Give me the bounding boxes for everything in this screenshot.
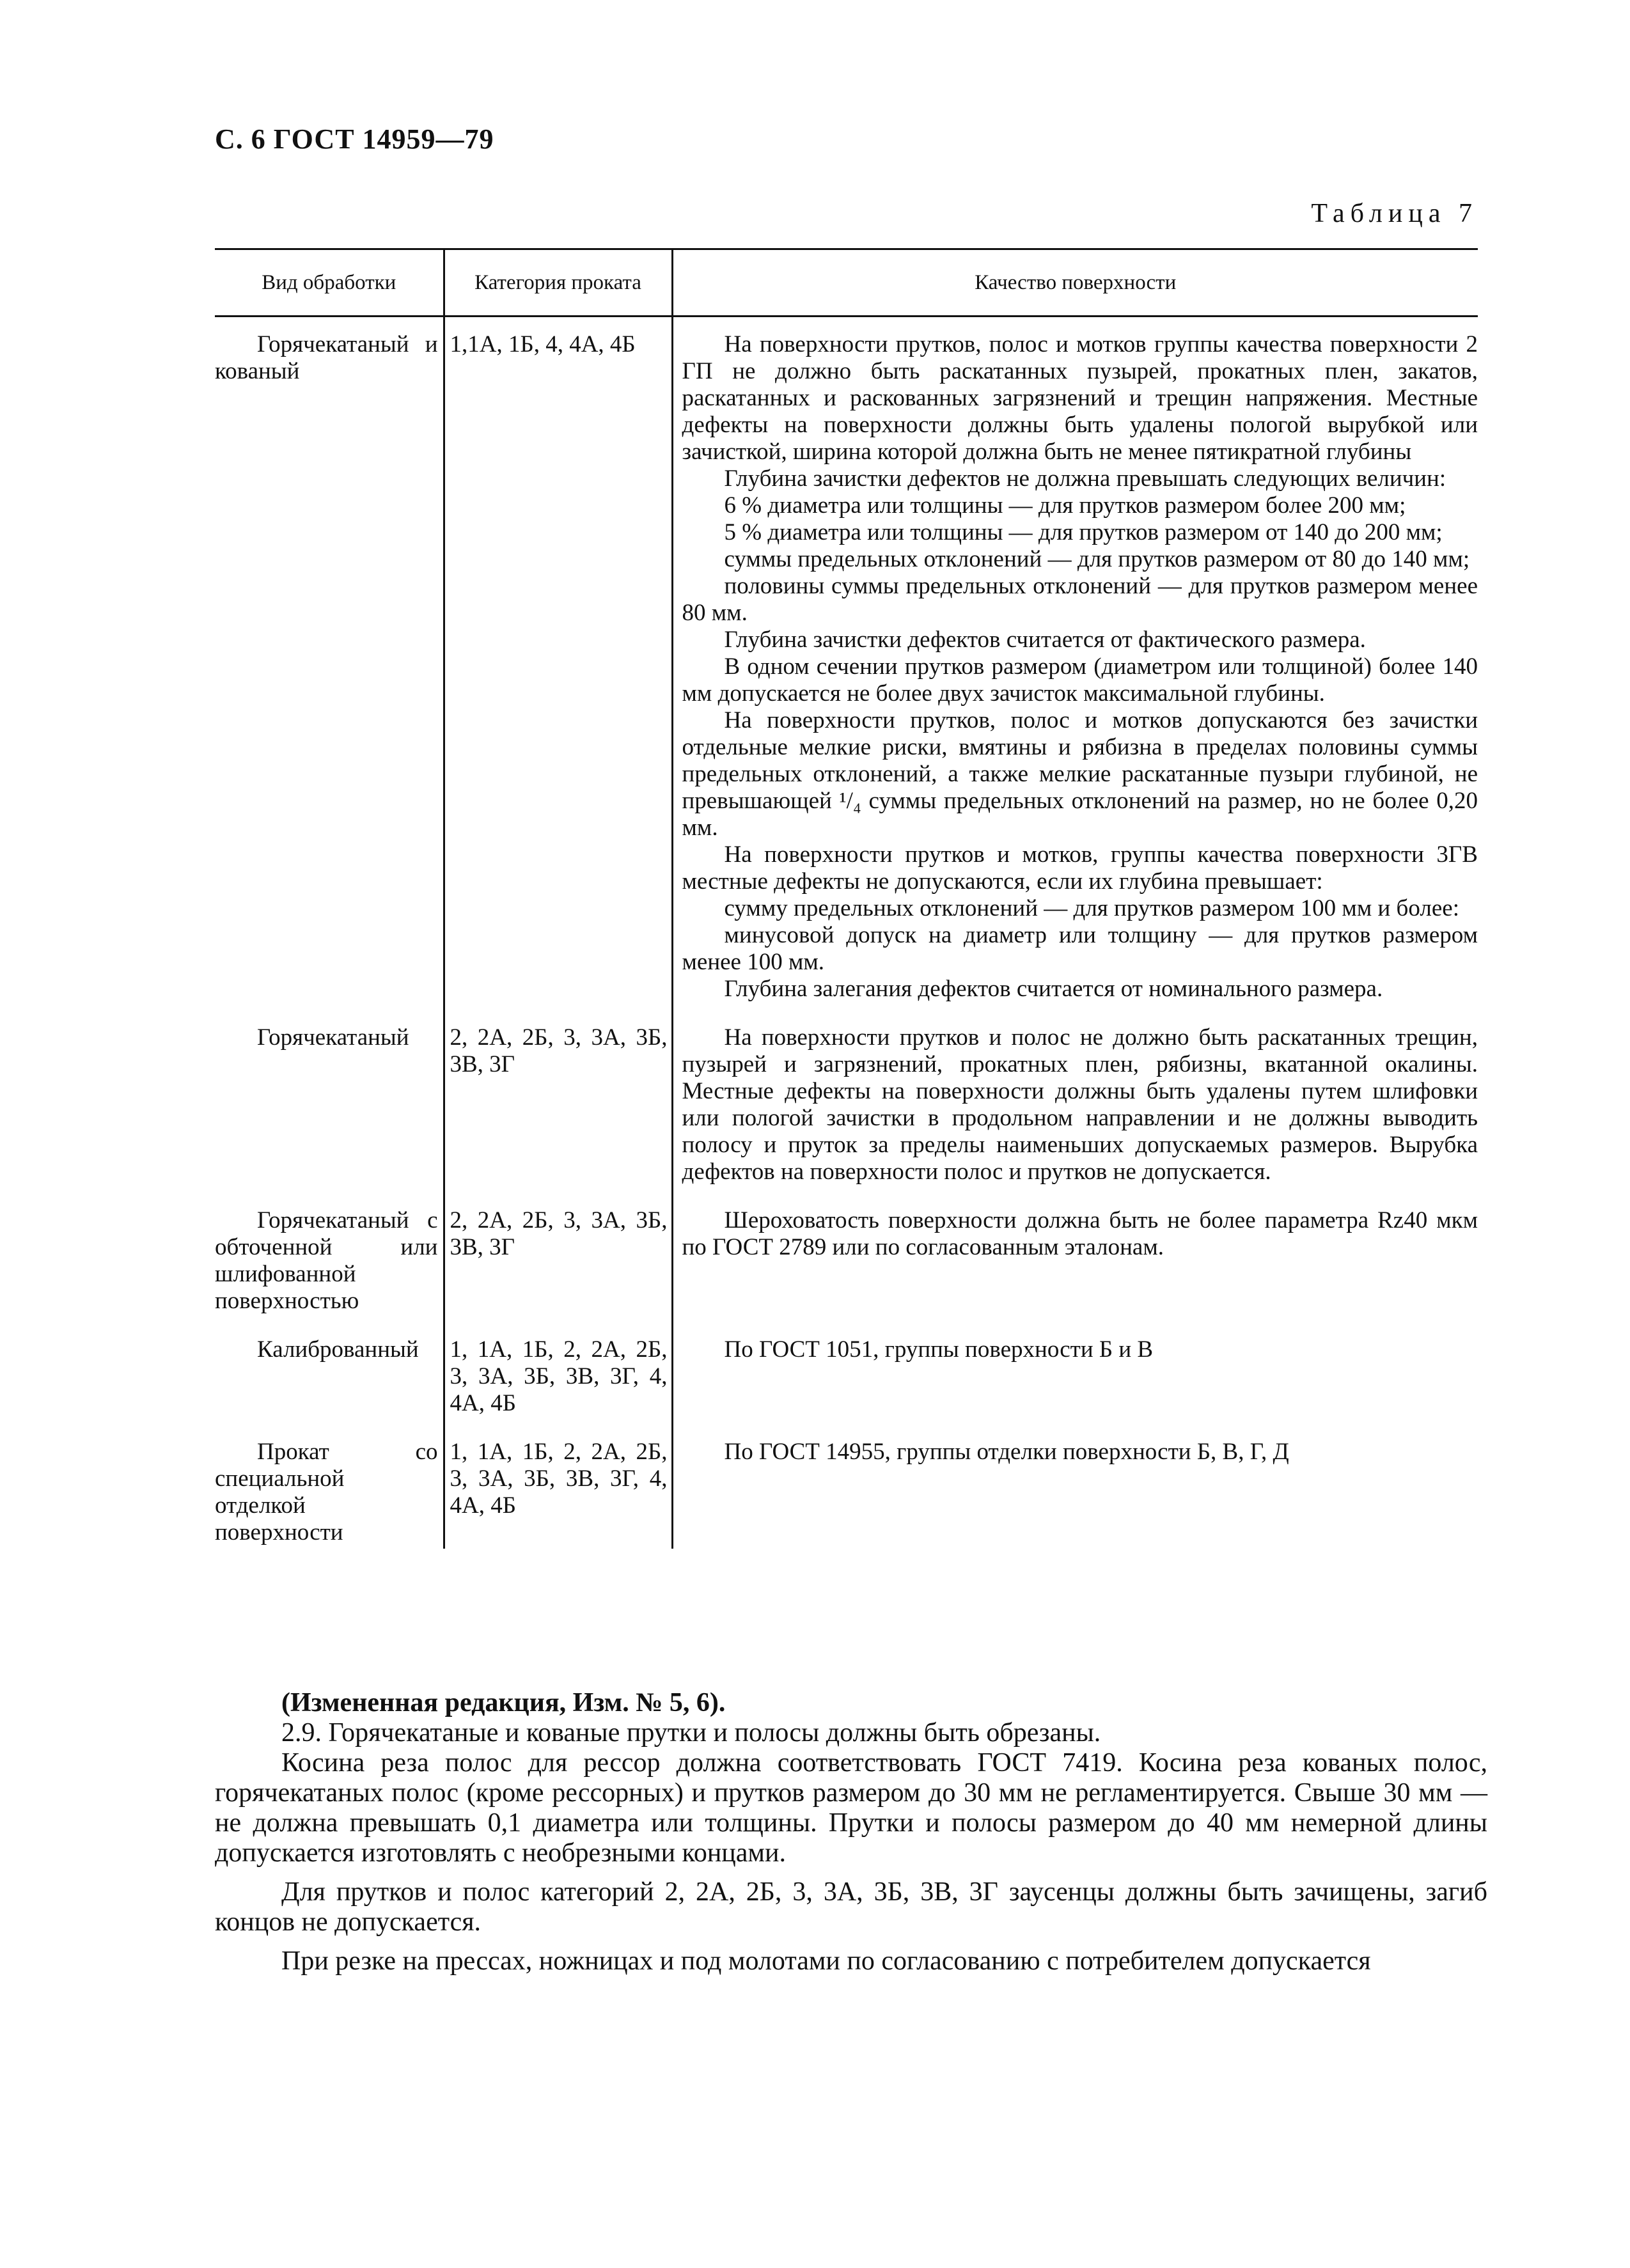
table-row bbox=[215, 1207, 1478, 1336]
paragraph: 2.9. Горячекатаные и кованые прутки и полосы должны быть обрезаны. bbox=[281, 1718, 1101, 1748]
quality-paragraph: Глубина зачистки дефектов не должна превышать следующих величин: bbox=[724, 465, 1446, 492]
amendment-note: (Измененная редакция, Изм. № 5, 6). bbox=[281, 1688, 726, 1717]
table-caption: Таблица 7 bbox=[1311, 199, 1478, 228]
table-header-row bbox=[215, 249, 1478, 317]
quality-paragraph: 5 % диаметра или толщины — для прутков размером от 140 до 200 мм; bbox=[724, 519, 1443, 545]
paragraph: При резке на прессах, ножницах и под молотами по согласованию с потребителем допускается bbox=[281, 1946, 1371, 1976]
quality-paragraph: минусовой допуск на диаметр или толщину — для прутков размером менее 100 мм. bbox=[682, 922, 1478, 975]
quality-paragraph: На поверхности прутков и мотков, группы качества поверхности 3ГВ местные дефекты не допускаются, если их глубина превышает: bbox=[682, 841, 1478, 895]
processing-type-cell: Горячекатаный с обточенной или шлифованной поверхностью bbox=[215, 1207, 438, 1314]
quality-paragraph: Шероховатость поверхности должна быть не более параметра Rz40 мкм по ГОСТ 2789 или по согласованным эталонам. bbox=[682, 1207, 1478, 1260]
processing-type-cell: Калиброванный bbox=[257, 1336, 419, 1363]
surface-quality-cell bbox=[672, 1207, 1478, 1336]
processing-type-cell: Горячекатаный и кованый bbox=[215, 331, 438, 384]
quality-paragraph: В одном сечении прутков размером (диаметром или толщиной) более 140 мм допускается не более двух зачисток максимальной глубины. bbox=[682, 653, 1478, 707]
table-row bbox=[215, 1336, 1478, 1439]
quality-paragraph: По ГОСТ 14955, группы отделки поверхности Б, В, Г, Д bbox=[724, 1439, 1289, 1465]
table-row bbox=[215, 1439, 1478, 1549]
category-cell: 1,1А, 1Б, 4, 4А, 4Б bbox=[444, 317, 672, 1025]
surface-quality-cell bbox=[672, 1024, 1478, 1207]
surface-quality-cell bbox=[672, 1336, 1478, 1439]
surface-quality-cell bbox=[672, 1439, 1478, 1549]
processing-type-cell: Прокат со специальной отделкой поверхности bbox=[215, 1439, 438, 1545]
paragraph: Для прутков и полос категорий 2, 2А, 2Б, 3, 3А, 3Б, 3В, 3Г заусенцы должны быть зачищены, загиб концов не допускается. bbox=[215, 1877, 1487, 1937]
quality-paragraph: суммы предельных отклонений — для прутков размером от 80 до 140 мм; bbox=[724, 546, 1470, 572]
quality-paragraph: Глубина зачистки дефектов считается от фактического размера. bbox=[724, 627, 1366, 653]
quality-paragraph: По ГОСТ 1051, группы поверхности Б и В bbox=[724, 1336, 1154, 1363]
body-text bbox=[215, 1688, 1487, 1976]
quality-paragraph: На поверхности прутков и полос не должно быть раскатанных трещин, пузырей и загрязнений, прокатных плен, рябизны, вкатанной окалины. Местные дефекты на поверхности должны быть удалены путем шлифовки или пологой зачистки в продольном направлении и не должны выводить полосу и пруток за пределы наименьших допускаемых размеров. Вырубка дефектов на поверхности полос и прутков не допускается. bbox=[682, 1024, 1478, 1185]
quality-paragraph: 6 % диаметра или толщины — для прутков размером более 200 мм; bbox=[724, 492, 1406, 519]
table-row bbox=[215, 317, 1478, 1025]
paragraph: Косина реза полос для рессор должна соответствовать ГОСТ 7419. Косина реза кованых полос, горячекатаных полос (кроме рессорных) и прутков размером до 30 мм не регламентируется. Свыше 30 мм — не должна превышать 0,1 диаметра или толщины. Прутки и полосы размером до 40 мм немерной длины допускается изготовлять с необрезными концами. bbox=[215, 1748, 1487, 1868]
quality-paragraph: сумму предельных отклонений — для прутков размером 100 мм и более: bbox=[724, 895, 1459, 921]
category-cell: 2, 2А, 2Б, 3, 3А, 3Б, 3В, 3Г bbox=[444, 1207, 672, 1336]
category-cell: 2, 2А, 2Б, 3, 3А, 3Б, 3В, 3Г bbox=[444, 1024, 672, 1207]
page-header: С. 6 ГОСТ 14959—79 bbox=[215, 123, 494, 155]
table-row bbox=[215, 1024, 1478, 1207]
table-body bbox=[215, 317, 1478, 1549]
column-header: Вид обработки bbox=[215, 249, 444, 317]
quality-paragraph: Глубина залегания дефектов считается от номинального размера. bbox=[724, 976, 1383, 1002]
quality-paragraph: На поверхности прутков, полос и мотков группы качества поверхности 2 ГП не должно быть раскатанных пузырей, прокатных плен, закатов, раскатанных и раскованных загрязнений и трещин напряжения. Местные дефекты на поверхности должны быть удалены пологой вырубкой или зачисткой, ширина которой должна быть не менее пятикратной глубины bbox=[682, 331, 1478, 465]
column-header: Качество поверхности bbox=[672, 249, 1478, 317]
processing-type-cell: Горячекатаный bbox=[257, 1024, 409, 1051]
surface-quality-table bbox=[215, 248, 1478, 1549]
surface-quality-cell bbox=[672, 317, 1478, 1025]
category-cell: 1, 1А, 1Б, 2, 2А, 2Б, 3, 3А, 3Б, 3В, 3Г, 4, 4А, 4Б bbox=[444, 1439, 672, 1549]
quality-paragraph: На поверхности прутков, полос и мотков допускаются без зачистки отдельные мелкие риски, вмятины и рябизна в пределах половины суммы предельных отклонений, а также мелкие раскатанные пузыри глубиной, не превышающей ¹/₄ суммы предельных отклонений на размер, но не более 0,20 мм. bbox=[682, 707, 1478, 841]
category-cell: 1, 1А, 1Б, 2, 2А, 2Б, 3, 3А, 3Б, 3В, 3Г, 4, 4А, 4Б bbox=[444, 1336, 672, 1439]
quality-paragraph: половины суммы предельных отклонений — для прутков размером менее 80 мм. bbox=[682, 573, 1478, 626]
column-header: Категория проката bbox=[444, 249, 672, 317]
